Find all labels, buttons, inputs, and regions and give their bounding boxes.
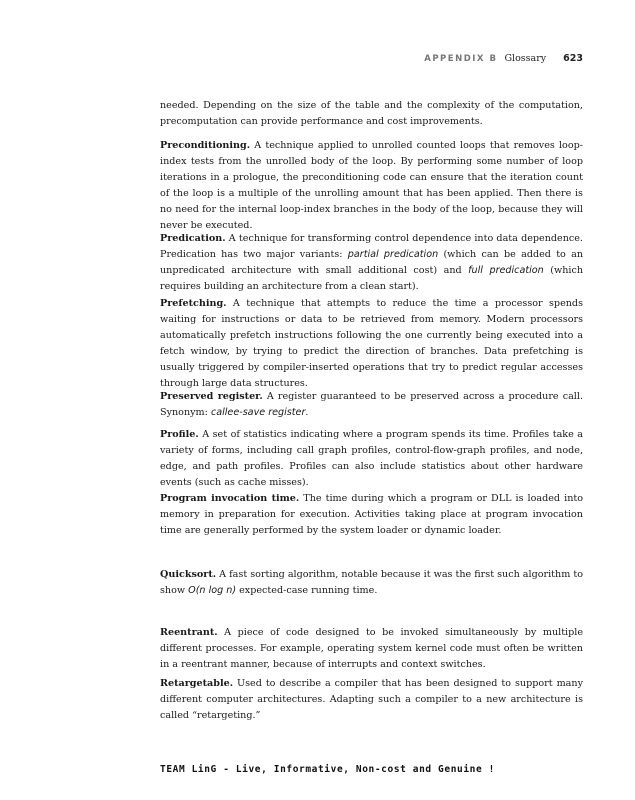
header-section-title: Glossary (504, 53, 547, 64)
glossary-term: Retargetable. (160, 678, 234, 689)
header-appendix-label: APPENDIX B (424, 54, 498, 64)
glossary-term: Prefetching. (160, 298, 227, 309)
glossary-definition: The time during which a program or DLL is loaded into memory in preparation for execution. Activities taking place at program invocation time are generally performed by the system loader or dynamic loader. (160, 493, 583, 536)
glossary-term: Quicksort. (160, 569, 217, 580)
glossary-term: Preconditioning. (160, 140, 251, 151)
glossary-emphasis: full predication (468, 264, 544, 276)
glossary-definition: Used to describe a compiler that has been designed to support many different computer architectures. Adapting such a compiler to a new architecture is called “retargeting.” (160, 678, 583, 721)
glossary-entry-profile (160, 427, 583, 491)
glossary-definition: A technique applied to unrolled counted loops that removes loop-index tests from the unrolled body of the loop. By performing some number of loop iterations in a prologue, the preconditioning code can ensure that the iteration count of the loop is a multiple of the unrolling amount that has been applied. Then there is no need for the internal loop-index branches in the body of the loop, because they will never be executed. (160, 140, 583, 231)
page-number: 623 (563, 53, 583, 64)
glossary-entry-program-invocation-time (160, 491, 583, 539)
glossary-definition: A technique for transforming control dependence into data dependence. Predication has two major variants: (160, 233, 583, 260)
glossary-emphasis: O(n log n) (188, 584, 237, 596)
glossary-term: Profile. (160, 429, 199, 440)
footer-watermark-text: TEAM LinG - Live, Informative, Non-cost and Genuine ! (160, 764, 495, 775)
glossary-definition: (which requires building an architecture from a clean start). (160, 264, 583, 292)
glossary-definition: A technique that attempts to reduce the time a processor spends waiting for instructions or data to be retrieved from memory. Modern processors automatically prefetch instructions following the one currently being executed into a fetch window, by trying to predict the direction of branches. Data prefetching is usually triggered by compiler-inserted operations that try to predict regular accesses through large data structures. (160, 298, 583, 389)
glossary-definition: (which can be added to an unpredicated architecture with small additional cost) and (160, 248, 583, 276)
glossary-definition: A set of statistics indicating where a program spends its time. Profiles take a variety of forms, including call graph profiles, control-flow-graph profiles, and node, edge, and path profiles. Profiles can also include statistics about other hardware events (such as cache misses). (160, 429, 583, 488)
glossary-entry-predication (160, 231, 583, 295)
glossary-definition: A fast sorting algorithm, notable because it was the first such algorithm to show (160, 569, 583, 596)
glossary-entry-retargetable (160, 676, 583, 724)
glossary-term: Predication. (160, 233, 226, 244)
running-header (0, 53, 583, 64)
glossary-term: Program invocation time. (160, 493, 300, 504)
glossary-emphasis: partial predication (347, 248, 439, 260)
continuation-paragraph: needed. Depending on the size of the table and the complexity of the computation, precomputation can provide performance and cost improvements. (160, 100, 583, 127)
glossary-definition: . (305, 406, 309, 418)
glossary-entry-preconditioning (160, 138, 583, 233)
glossary-definition: expected-case running time. (236, 584, 378, 596)
glossary-entry-reentrant (160, 625, 583, 673)
glossary-term: Reentrant. (160, 627, 218, 638)
glossary-term: Preserved register. (160, 391, 263, 402)
glossary-definition: A register guaranteed to be preserved across a procedure call. Synonym: (160, 391, 583, 418)
glossary-entry-quicksort (160, 567, 583, 599)
glossary-entry-preserved-register (160, 389, 583, 421)
glossary-emphasis: callee-save register (210, 406, 306, 418)
glossary-definition: A piece of code designed to be invoked simultaneously by multiple different processes. For example, operating system kernel code must often be written in a reentrant manner, because of interrupts and context switches. (160, 627, 583, 670)
glossary-entry-prefetching (160, 296, 583, 391)
